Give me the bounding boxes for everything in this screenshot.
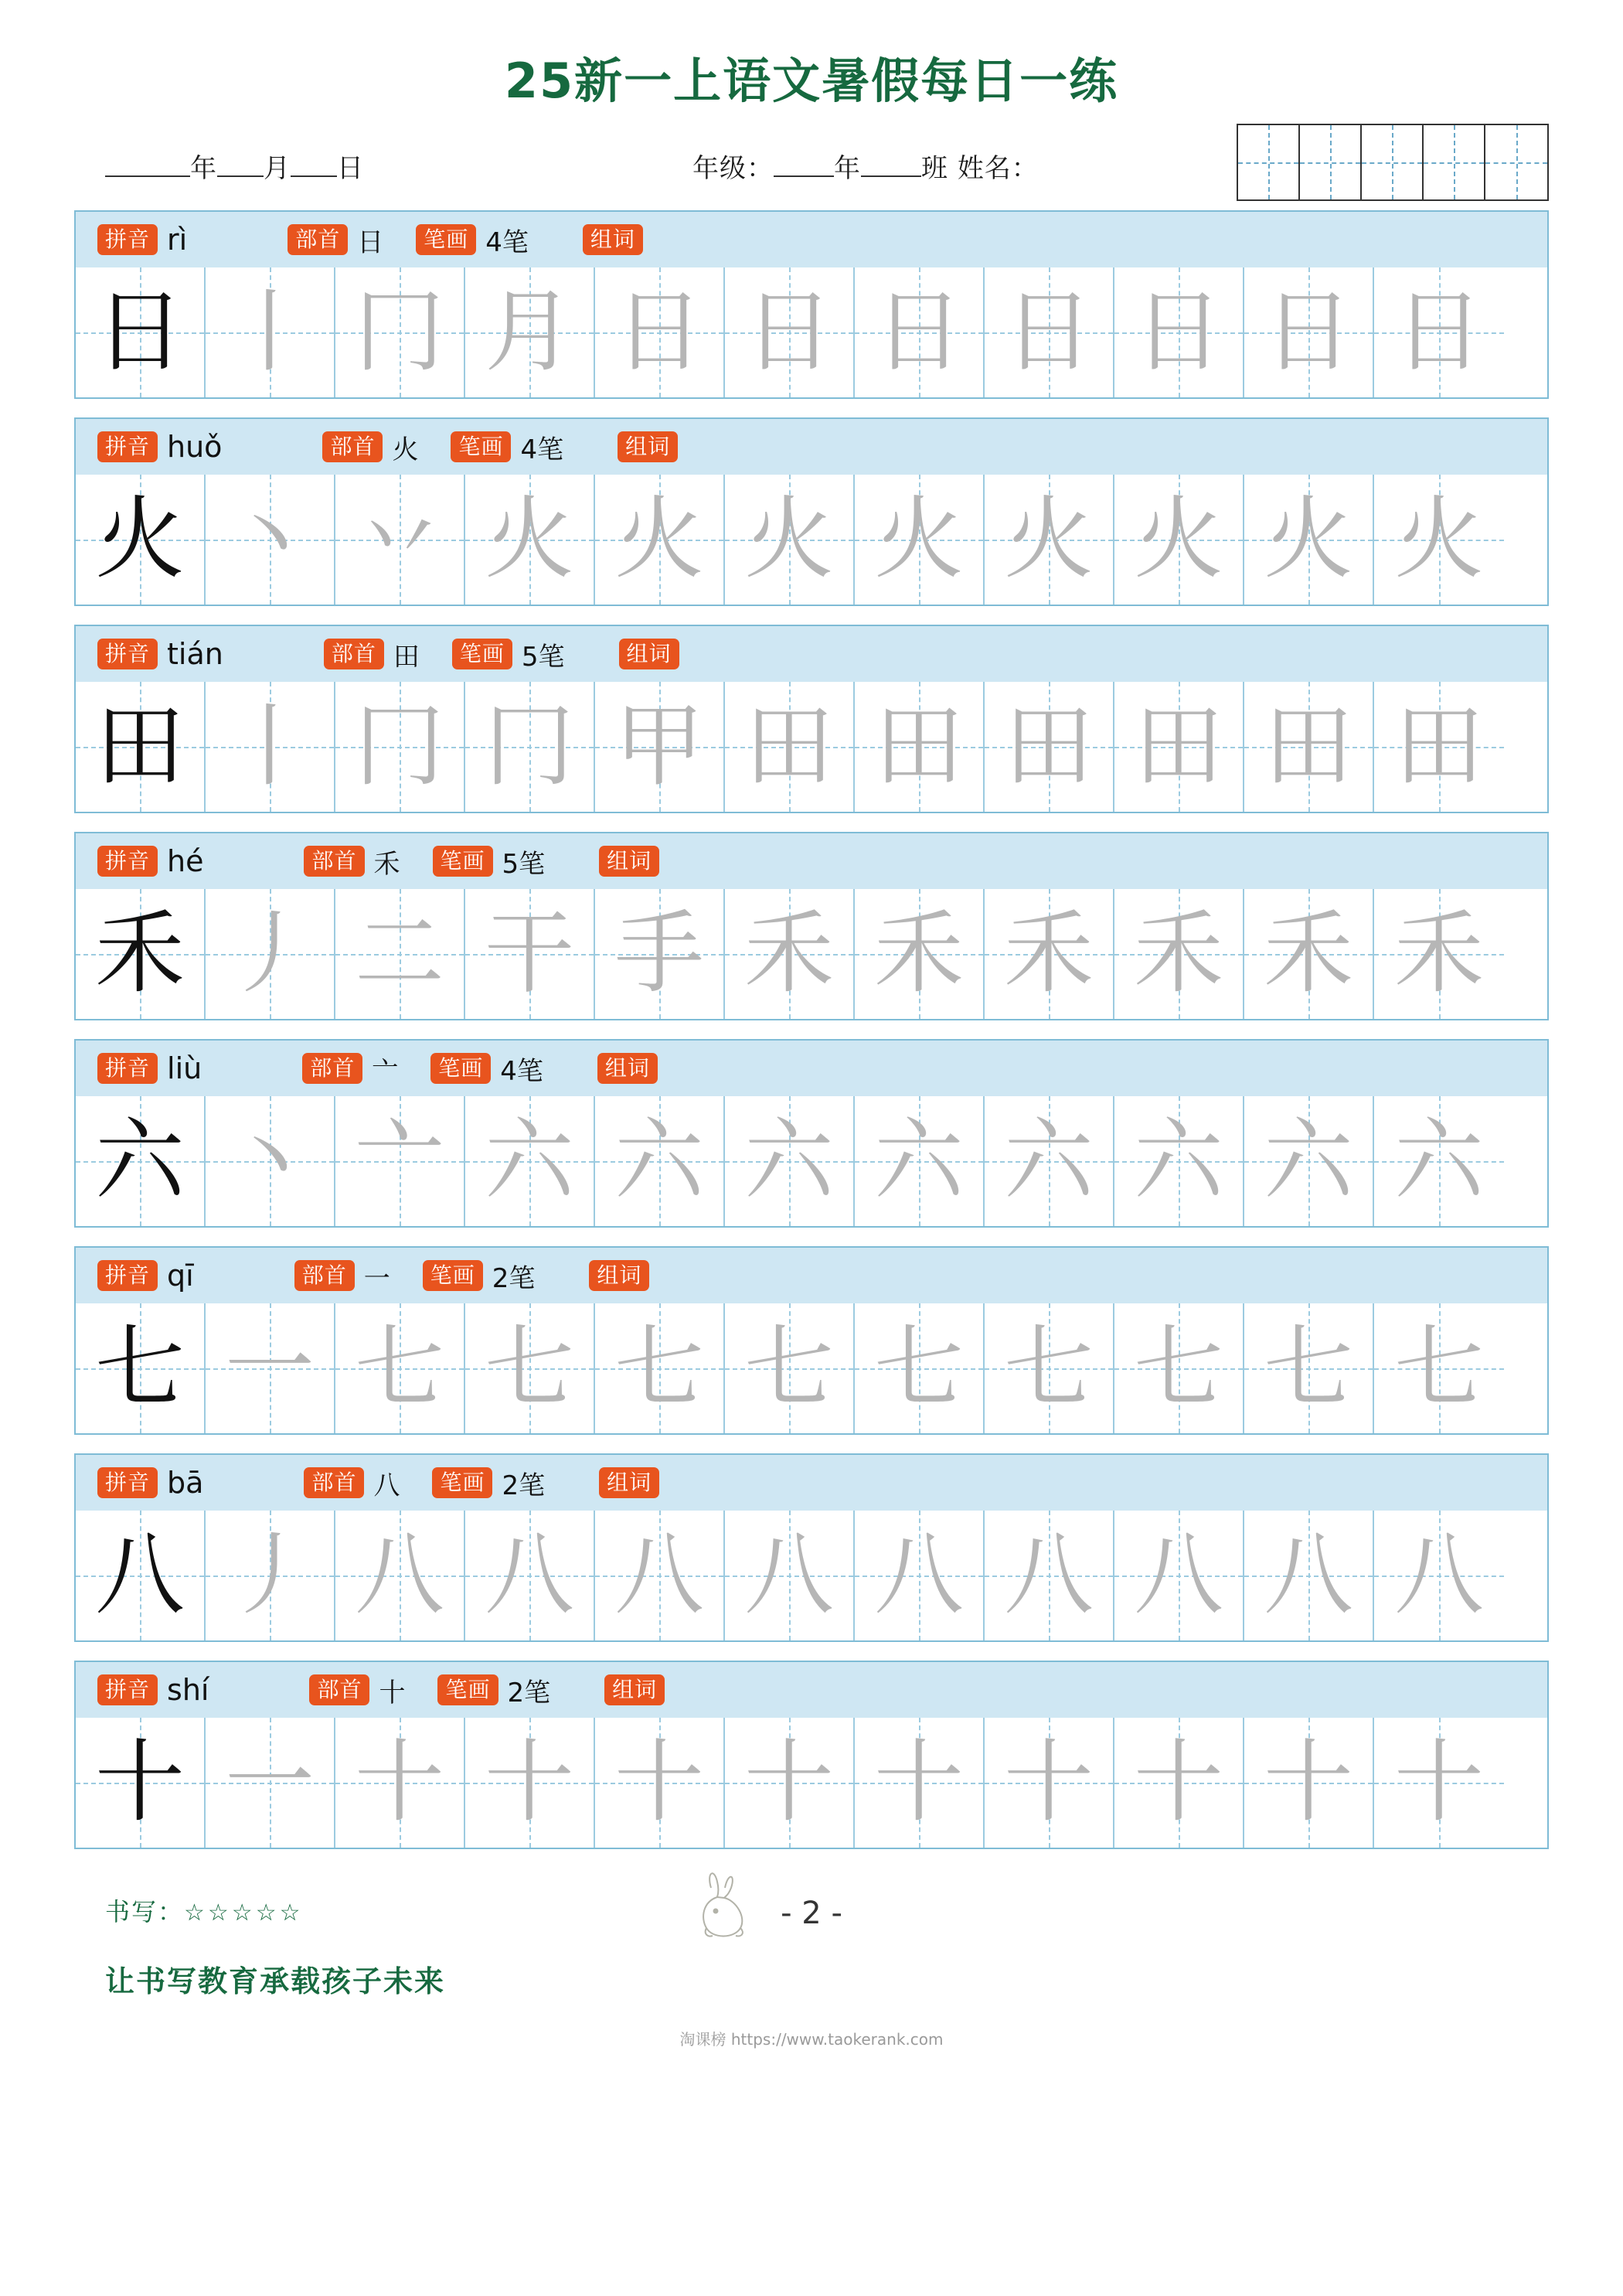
name-cell[interactable] — [1238, 125, 1300, 199]
pinyin-tag: 拼音 — [97, 1053, 158, 1084]
trace-character: 田 — [1394, 694, 1484, 799]
practice-cell[interactable] — [76, 267, 206, 397]
trace-character: 七 — [355, 1316, 444, 1421]
strokes-value: 4笔 — [485, 227, 529, 258]
words-tag: 组词 — [604, 1674, 665, 1705]
trace-character: 八 — [1134, 1523, 1223, 1628]
practice-cell[interactable] — [335, 889, 465, 1019]
practice-cell[interactable] — [725, 1718, 855, 1848]
pinyin-tag: 拼音 — [97, 1674, 158, 1705]
trace-character: 七 — [1394, 1316, 1484, 1421]
character-block-header — [76, 1455, 1547, 1511]
character-block — [74, 1453, 1549, 1642]
trace-character: 八 — [1264, 1523, 1353, 1628]
handwriting-label: 书写： — [105, 1897, 185, 1927]
practice-cell[interactable] — [465, 889, 595, 1019]
name-entry-box[interactable] — [1237, 124, 1549, 201]
trace-character: 七 — [874, 1316, 964, 1421]
practice-cell[interactable] — [725, 682, 855, 812]
header-info-line — [74, 118, 1549, 210]
trace-character: 六 — [1264, 1109, 1353, 1214]
practice-cell[interactable] — [335, 1303, 465, 1433]
trace-character: 禾 — [744, 901, 834, 1007]
practice-cell[interactable] — [1244, 1511, 1374, 1640]
model-character: 七 — [95, 1316, 185, 1421]
radical-tag: 部首 — [288, 224, 348, 255]
practice-cell[interactable] — [855, 682, 985, 812]
practice-cell[interactable] — [1374, 682, 1504, 812]
radical-tag: 部首 — [309, 1674, 369, 1705]
model-character: 六 — [95, 1109, 185, 1214]
pinyin-tag: 拼音 — [97, 224, 158, 255]
practice-cell[interactable] — [855, 1303, 985, 1433]
model-character: 田 — [95, 694, 185, 799]
trace-character: 十 — [1134, 1730, 1223, 1835]
practice-cell[interactable] — [1114, 1096, 1244, 1226]
character-block — [74, 417, 1549, 606]
strokes-value: 2笔 — [502, 1470, 546, 1501]
practice-cell[interactable] — [335, 1718, 465, 1848]
practice-cell[interactable] — [1114, 1303, 1244, 1433]
practice-cell[interactable] — [595, 267, 725, 397]
practice-cell[interactable] — [855, 267, 985, 397]
practice-cell[interactable] — [725, 267, 855, 397]
date-fields — [105, 147, 364, 185]
practice-cell[interactable] — [465, 1511, 595, 1640]
trace-character: 丨 — [225, 280, 315, 385]
trace-character: 十 — [1004, 1730, 1094, 1835]
practice-cell[interactable] — [1244, 267, 1374, 397]
practice-grid — [76, 1511, 1547, 1640]
practice-cell[interactable] — [1244, 1096, 1374, 1226]
words-tag: 组词 — [589, 1260, 649, 1291]
trace-character: 田 — [874, 694, 964, 799]
grade-unit: 年 — [834, 153, 861, 185]
trace-character: 丶 — [225, 487, 315, 592]
model-character: 火 — [95, 487, 185, 592]
pinyin-value: tián — [167, 637, 223, 672]
pinyin-tag: 拼音 — [97, 639, 158, 669]
character-block-header — [76, 833, 1547, 889]
radical-tag: 部首 — [294, 1260, 355, 1291]
practice-cell[interactable] — [206, 475, 335, 605]
practice-cell[interactable] — [1244, 1303, 1374, 1433]
practice-cell[interactable] — [1114, 1718, 1244, 1848]
strokes-value: 2笔 — [507, 1677, 551, 1708]
radical-tag: 部首 — [304, 1467, 364, 1498]
strokes-value: 5笔 — [521, 641, 565, 673]
words-tag: 组词 — [619, 639, 679, 669]
strokes-tag: 笔画 — [423, 1260, 483, 1291]
name-label: 姓名： — [957, 153, 1039, 185]
practice-cell[interactable] — [465, 682, 595, 812]
practice-cell[interactable] — [595, 1096, 725, 1226]
trace-character: 六 — [614, 1109, 704, 1214]
model-character: 八 — [95, 1523, 185, 1628]
page-title: 25新一上语文暑假每日一练 — [504, 53, 1119, 109]
practice-cell[interactable] — [206, 1303, 335, 1433]
character-block-header — [76, 212, 1547, 267]
trace-character: 二 — [355, 901, 444, 1007]
practice-cell[interactable] — [76, 1718, 206, 1848]
trace-character: 十 — [1264, 1730, 1353, 1835]
model-character: 禾 — [95, 901, 185, 1007]
practice-cell[interactable] — [76, 1511, 206, 1640]
practice-cell[interactable] — [595, 889, 725, 1019]
pinyin-value: hé — [167, 844, 204, 879]
trace-character: 八 — [1004, 1523, 1094, 1628]
strokes-tag: 笔画 — [437, 1674, 498, 1705]
practice-cell[interactable] — [725, 1303, 855, 1433]
trace-character: 六 — [1134, 1109, 1223, 1214]
trace-character: 日 — [1264, 280, 1353, 385]
trace-character: 日 — [1134, 280, 1223, 385]
trace-character: 手 — [614, 901, 704, 1007]
class-blank[interactable] — [861, 175, 921, 177]
trace-character: 田 — [1264, 694, 1353, 799]
rabbit-icon — [680, 1865, 765, 1954]
practice-cell[interactable] — [725, 889, 855, 1019]
practice-cell[interactable] — [76, 682, 206, 812]
trace-character: 火 — [1264, 487, 1353, 592]
trace-character: 七 — [485, 1316, 574, 1421]
date-year-blank[interactable] — [105, 175, 190, 177]
practice-cell[interactable] — [1114, 889, 1244, 1019]
practice-cell[interactable] — [725, 1511, 855, 1640]
pinyin-value: rì — [167, 223, 188, 257]
practice-cell[interactable] — [1374, 267, 1504, 397]
character-block-header — [76, 626, 1547, 682]
words-tag: 组词 — [583, 224, 643, 255]
radical-tag: 部首 — [324, 639, 384, 669]
practice-cell[interactable] — [465, 1096, 595, 1226]
trace-character: 火 — [614, 487, 704, 592]
trace-character: 七 — [1264, 1316, 1353, 1421]
radical-value: 亠 — [372, 1055, 399, 1087]
trace-character: 田 — [744, 694, 834, 799]
practice-cell[interactable] — [855, 1718, 985, 1848]
grade-blank[interactable] — [774, 175, 834, 177]
pinyin-value: huǒ — [167, 430, 223, 465]
trace-character: 禾 — [874, 901, 964, 1007]
practice-grid — [76, 267, 1547, 397]
words-tag: 组词 — [599, 1467, 659, 1498]
trace-character: 七 — [614, 1316, 704, 1421]
character-block — [74, 832, 1549, 1020]
pinyin-tag: 拼音 — [97, 1467, 158, 1498]
practice-cell[interactable] — [985, 1303, 1114, 1433]
practice-cell[interactable] — [335, 475, 465, 605]
strokes-tag: 笔画 — [416, 224, 476, 255]
trace-character: 火 — [485, 487, 574, 592]
radical-value: 十 — [379, 1677, 406, 1708]
trace-character: 十 — [485, 1730, 574, 1835]
practice-cell[interactable] — [335, 682, 465, 812]
name-cell[interactable] — [1362, 125, 1424, 199]
character-block — [74, 1661, 1549, 1849]
radical-tag: 部首 — [322, 431, 383, 462]
practice-cell[interactable] — [1374, 889, 1504, 1019]
strokes-tag: 笔画 — [430, 1053, 491, 1084]
footer-slogan: 让书写教育承载孩子未来 — [105, 1964, 446, 1999]
trace-character: 日 — [744, 280, 834, 385]
practice-cell[interactable] — [855, 1511, 985, 1640]
practice-cell[interactable] — [985, 1096, 1114, 1226]
practice-cell[interactable] — [595, 1718, 725, 1848]
practice-cell[interactable] — [855, 475, 985, 605]
trace-character: 一 — [225, 1316, 315, 1421]
radical-value: 禾 — [373, 848, 400, 880]
trace-character: 火 — [1004, 487, 1094, 592]
practice-cell[interactable] — [855, 1096, 985, 1226]
trace-character: 亠 — [355, 1109, 444, 1214]
pinyin-value: qī — [167, 1259, 194, 1293]
practice-grid — [76, 1718, 1547, 1848]
practice-rows — [74, 210, 1549, 1849]
practice-cell[interactable] — [465, 1303, 595, 1433]
trace-character: 冂 — [355, 280, 444, 385]
model-character: 日 — [95, 280, 185, 385]
strokes-value: 2笔 — [492, 1262, 536, 1294]
model-character: 十 — [95, 1730, 185, 1835]
trace-character: 甲 — [614, 694, 704, 799]
practice-cell[interactable] — [1374, 475, 1504, 605]
words-tag: 组词 — [618, 431, 678, 462]
practice-cell[interactable] — [725, 1096, 855, 1226]
practice-grid — [76, 1096, 1547, 1226]
trace-character: 八 — [744, 1523, 834, 1628]
trace-character: 火 — [1134, 487, 1223, 592]
character-block-header — [76, 1248, 1547, 1303]
practice-cell[interactable] — [76, 1096, 206, 1226]
practice-cell[interactable] — [1374, 1511, 1504, 1640]
radical-value: 火 — [392, 434, 419, 465]
strokes-tag: 笔画 — [433, 846, 493, 877]
practice-cell[interactable] — [335, 1511, 465, 1640]
trace-character: 火 — [744, 487, 834, 592]
practice-cell[interactable] — [76, 1303, 206, 1433]
star-rating[interactable]: ☆☆☆☆☆ — [184, 1899, 304, 1927]
practice-cell[interactable] — [985, 475, 1114, 605]
trace-character: 十 — [744, 1730, 834, 1835]
trace-character: 月 — [485, 280, 574, 385]
practice-cell[interactable] — [1244, 889, 1374, 1019]
radical-value: 田 — [393, 641, 420, 673]
character-block — [74, 1039, 1549, 1228]
practice-cell[interactable] — [206, 1096, 335, 1226]
practice-cell[interactable] — [76, 889, 206, 1019]
trace-character: 丶 — [225, 1109, 315, 1214]
watermark: 淘课榜 https://www.taokerank.com — [679, 2030, 944, 2049]
practice-cell[interactable] — [206, 1718, 335, 1848]
practice-cell[interactable] — [595, 1511, 725, 1640]
trace-character: 十 — [614, 1730, 704, 1835]
trace-character: 火 — [874, 487, 964, 592]
trace-character: 八 — [614, 1523, 704, 1628]
practice-cell[interactable] — [465, 475, 595, 605]
practice-cell[interactable] — [985, 889, 1114, 1019]
practice-cell[interactable] — [985, 1718, 1114, 1848]
trace-character: 禾 — [1134, 901, 1223, 1007]
page-number: - 2 - — [781, 1896, 842, 1932]
trace-character: 十 — [355, 1730, 444, 1835]
character-block-header — [76, 1662, 1547, 1718]
practice-cell[interactable] — [206, 682, 335, 812]
trace-character: 六 — [1394, 1109, 1484, 1214]
trace-character: 干 — [485, 901, 574, 1007]
practice-cell[interactable] — [1114, 475, 1244, 605]
strokes-tag: 笔画 — [432, 1467, 492, 1498]
trace-character: 七 — [1004, 1316, 1094, 1421]
practice-cell[interactable] — [1374, 1096, 1504, 1226]
pinyin-tag: 拼音 — [97, 846, 158, 877]
practice-cell[interactable] — [1114, 1511, 1244, 1640]
trace-character: 田 — [1134, 694, 1223, 799]
trace-character: 丷 — [355, 487, 444, 592]
pinyin-tag: 拼音 — [97, 431, 158, 462]
practice-cell[interactable] — [1244, 475, 1374, 605]
practice-cell[interactable] — [985, 267, 1114, 397]
trace-character: 八 — [1394, 1523, 1484, 1628]
character-block — [74, 210, 1549, 399]
practice-cell[interactable] — [206, 1511, 335, 1640]
radical-tag: 部首 — [304, 846, 364, 877]
trace-character: 日 — [614, 280, 704, 385]
radical-tag: 部首 — [302, 1053, 362, 1084]
trace-character: 日 — [1004, 280, 1094, 385]
practice-cell[interactable] — [855, 889, 985, 1019]
practice-cell[interactable] — [76, 475, 206, 605]
practice-cell[interactable] — [1114, 682, 1244, 812]
date-day-label: 日 — [337, 153, 364, 185]
practice-cell[interactable] — [1244, 682, 1374, 812]
practice-cell[interactable] — [595, 475, 725, 605]
trace-character: 六 — [744, 1109, 834, 1214]
practice-grid — [76, 682, 1547, 812]
name-cell[interactable] — [1485, 125, 1547, 199]
character-block-header — [76, 1041, 1547, 1096]
pinyin-value: shí — [167, 1673, 209, 1708]
practice-cell[interactable] — [595, 1303, 725, 1433]
trace-character: 八 — [355, 1523, 444, 1628]
radical-value: 一 — [363, 1262, 390, 1294]
trace-character: 日 — [874, 280, 964, 385]
practice-cell[interactable] — [1114, 267, 1244, 397]
radical-value: 八 — [373, 1470, 400, 1501]
practice-cell[interactable] — [206, 889, 335, 1019]
trace-character: 冂 — [485, 694, 574, 799]
name-cell[interactable] — [1424, 125, 1485, 199]
strokes-value: 4笔 — [520, 434, 564, 465]
words-tag: 组词 — [597, 1053, 658, 1084]
name-cell[interactable] — [1300, 125, 1362, 199]
trace-character: 禾 — [1394, 901, 1484, 1007]
trace-character: 丿 — [225, 901, 315, 1007]
radical-value: 日 — [357, 227, 384, 258]
trace-character: 七 — [1134, 1316, 1223, 1421]
practice-cell[interactable] — [595, 682, 725, 812]
trace-character: 六 — [485, 1109, 574, 1214]
character-block — [74, 1246, 1549, 1435]
trace-character: 田 — [1004, 694, 1094, 799]
date-day-blank[interactable] — [291, 175, 337, 177]
date-month-label: 月 — [264, 153, 291, 185]
grade-label: 年级： — [692, 153, 774, 185]
trace-character: 十 — [874, 1730, 964, 1835]
practice-grid — [76, 475, 1547, 605]
practice-cell[interactable] — [465, 267, 595, 397]
practice-cell[interactable] — [335, 267, 465, 397]
practice-cell[interactable] — [1374, 1718, 1504, 1848]
practice-grid — [76, 1303, 1547, 1433]
trace-character: 日 — [1394, 280, 1484, 385]
practice-cell[interactable] — [725, 475, 855, 605]
practice-cell[interactable] — [1244, 1718, 1374, 1848]
pinyin-tag: 拼音 — [97, 1260, 158, 1291]
strokes-tag: 笔画 — [452, 639, 512, 669]
practice-cell[interactable] — [1374, 1303, 1504, 1433]
practice-cell[interactable] — [985, 1511, 1114, 1640]
pinyin-value: bā — [167, 1466, 204, 1501]
trace-character: 十 — [1394, 1730, 1484, 1835]
trace-character: 六 — [1004, 1109, 1094, 1214]
trace-character: 丿 — [225, 1523, 315, 1628]
practice-cell[interactable] — [335, 1096, 465, 1226]
trace-character: 冂 — [355, 694, 444, 799]
class-unit: 班 — [921, 153, 948, 185]
strokes-tag: 笔画 — [451, 431, 511, 462]
date-year-label: 年 — [190, 153, 217, 185]
strokes-value: 4笔 — [500, 1055, 543, 1087]
page-footer — [74, 1880, 1549, 2058]
character-block — [74, 625, 1549, 813]
trace-character: 禾 — [1264, 901, 1353, 1007]
character-block-header — [76, 419, 1547, 475]
trace-character: 八 — [485, 1523, 574, 1628]
practice-grid — [76, 889, 1547, 1019]
date-month-blank[interactable] — [217, 175, 264, 177]
practice-cell[interactable] — [206, 267, 335, 397]
pinyin-value: liù — [167, 1051, 202, 1086]
words-tag: 组词 — [599, 846, 659, 877]
trace-character: 八 — [874, 1523, 964, 1628]
trace-character: 七 — [744, 1316, 834, 1421]
class-fields — [692, 147, 1039, 185]
trace-character: 丨 — [225, 694, 315, 799]
trace-character: 一 — [225, 1730, 315, 1835]
strokes-value: 5笔 — [502, 848, 546, 880]
trace-character: 六 — [874, 1109, 964, 1214]
trace-character: 禾 — [1004, 901, 1094, 1007]
trace-character: 火 — [1394, 487, 1484, 592]
practice-cell[interactable] — [465, 1718, 595, 1848]
handwriting-rating — [105, 1892, 304, 1928]
practice-cell[interactable] — [985, 682, 1114, 812]
